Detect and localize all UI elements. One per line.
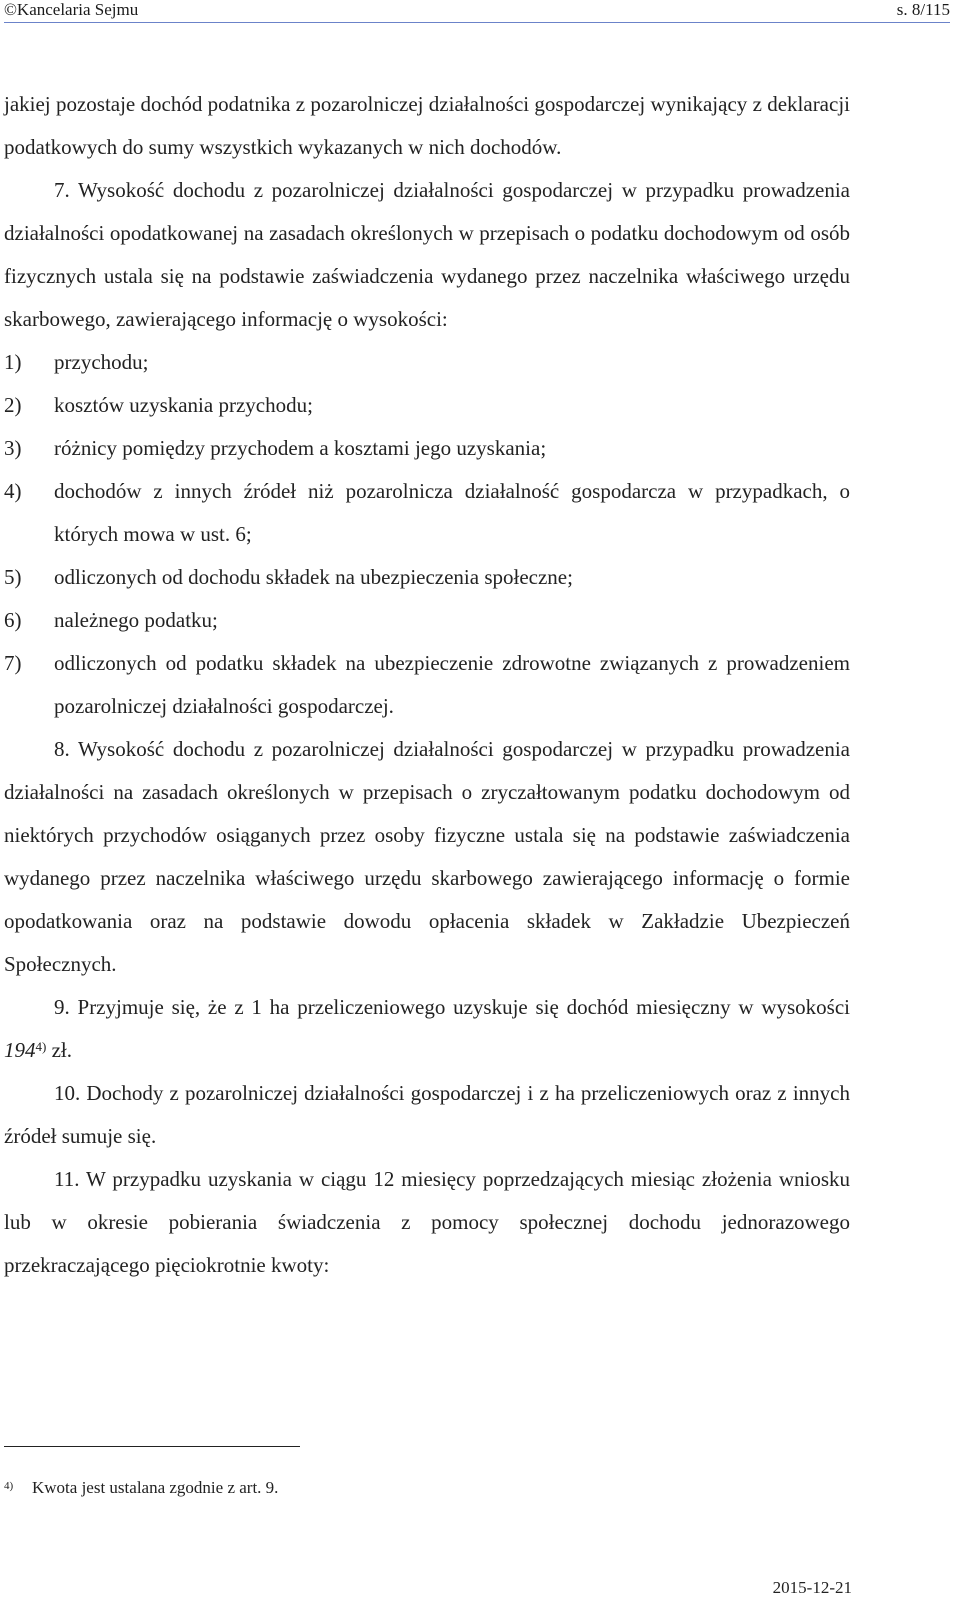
- footnote-reference[interactable]: 4): [35, 1039, 47, 1054]
- list-item-number: 2): [4, 393, 22, 417]
- header-page-number: s. 8/115: [896, 0, 950, 19]
- footnote-mark: 4): [4, 1480, 14, 1492]
- list-item: [4, 599, 850, 642]
- list-item-number: 1): [4, 350, 22, 374]
- list-item: [4, 341, 850, 384]
- list-item-number: 5): [4, 565, 22, 589]
- paragraph-9-unit: zł.: [46, 1038, 72, 1062]
- list-item-text: należnego podatku;: [54, 608, 218, 632]
- item-list: [4, 341, 850, 728]
- paragraph-11: 11. W przypadku uzyskania w ciągu 12 miesięcy poprzedzających miesiąc złożenia wniosku lub w okresie pobierania świadczenia z pomocy społecznej dochodu jednorazowego przekraczającego pięciokrotnie kwoty:: [4, 1167, 850, 1277]
- list-item-text: odliczonych od podatku składek na ubezpieczenie zdrowotne związanych z prowadzeniem pozarolniczej działalności gospodarczej.: [54, 651, 850, 718]
- paragraph-8: 8. Wysokość dochodu z pozarolniczej działalności gospodarczej w przypadku prowadzenia działalności na zasadach określonych w przepisach o zryczałtowanym podatku dochodowym od niektórych przychodów osiąganych przez osoby fizyczne ustala się na podstawie zaświadczenia wydanego przez naczelnika właściwego urzędu skarbowego zawierającego informację o formie opodatkowania oraz na podstawie dowodu opłacenia składek w Zakładzie Ubezpieczeń Społecznych.: [4, 737, 850, 976]
- list-item-text: dochodów z innych źródeł niż pozarolnicza działalność gospodarcza w przypadkach, o których mowa w ust. 6;: [54, 479, 850, 546]
- list-item-number: 4): [4, 479, 22, 503]
- footnote-mark-wrap: [4, 1474, 32, 1502]
- list-item: [4, 470, 850, 556]
- footer-date: 2015-12-21: [772, 1578, 852, 1597]
- page-header: [4, 0, 950, 22]
- income-amount: 194: [4, 1038, 36, 1062]
- document-body: [4, 83, 850, 1287]
- list-item: [4, 427, 850, 470]
- list-item-number: 3): [4, 436, 22, 460]
- header-copyright: ©Kancelaria Sejmu: [4, 0, 139, 19]
- footnote-text: Kwota jest ustalana zgodnie z art. 9.: [32, 1478, 279, 1497]
- footnote-divider: [4, 1446, 300, 1447]
- header-divider: [4, 22, 950, 23]
- footnote: [4, 1474, 854, 1502]
- list-item-number: 6): [4, 608, 22, 632]
- paragraph-9: [4, 986, 850, 1072]
- paragraph-continuation: jakiej pozostaje dochód podatnika z pozarolniczej działalności gospodarczej wynikający z deklaracji podatkowych do sumy wszystkich wykazanych w nich dochodów.: [4, 92, 850, 159]
- list-item-text: kosztów uzyskania przychodu;: [54, 393, 313, 417]
- list-item-text: odliczonych od dochodu składek na ubezpieczenia społeczne;: [54, 565, 573, 589]
- list-item: [4, 642, 850, 728]
- paragraph-10: 10. Dochody z pozarolniczej działalności gospodarczej i z ha przeliczeniowych oraz z innych źródeł sumuje się.: [4, 1081, 850, 1148]
- paragraph-9-text: 9. Przyjmuje się, że z 1 ha przeliczeniowego uzyskuje się dochód miesięczny w wysokości: [54, 995, 850, 1019]
- paragraph-7: 7. Wysokość dochodu z pozarolniczej działalności gospodarczej w przypadku prowadzenia działalności opodatkowanej na zasadach określonych w przepisach o podatku dochodowym od osób fizycznych ustala się na podstawie zaświadczenia wydanego przez naczelnika właściwego urzędu skarbowego, zawierającego informację o wysokości:: [4, 178, 850, 331]
- list-item-number: 7): [4, 651, 22, 675]
- list-item-text: przychodu;: [54, 350, 149, 374]
- list-item: [4, 384, 850, 427]
- list-item: [4, 556, 850, 599]
- list-item-text: różnicy pomiędzy przychodem a kosztami jego uzyskania;: [54, 436, 547, 460]
